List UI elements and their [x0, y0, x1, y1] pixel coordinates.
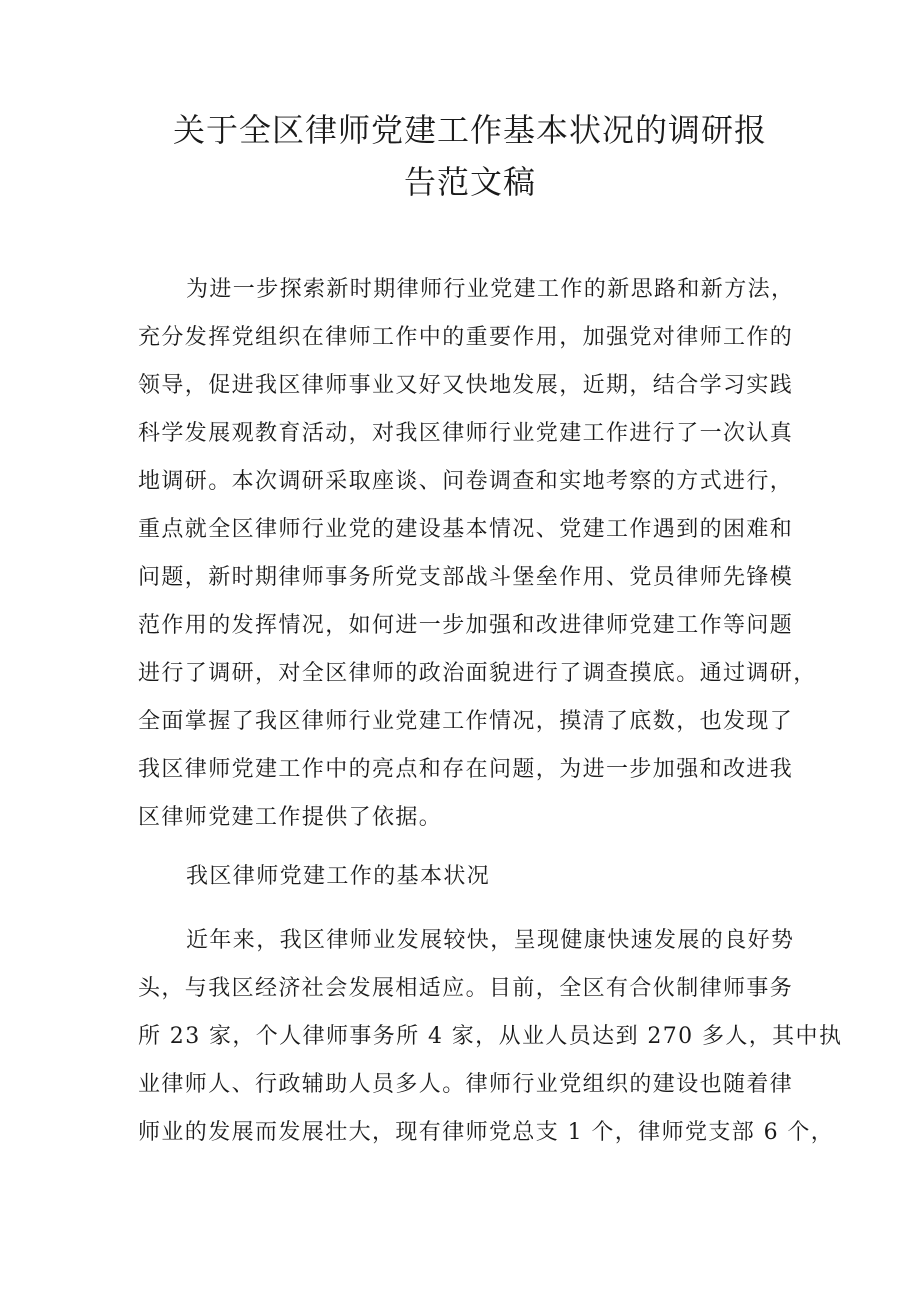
paragraph-line: 师业的发展而发展壮大，现有律师党总支 1 个，律师党支部 6 个， — [138, 1120, 835, 1145]
paragraph-line: 为进一步探索新时期律师行业党建工作的新思路和新方法， — [186, 277, 795, 302]
section-paragraph — [138, 917, 843, 1157]
paragraph-line: 领导，促进我区律师事业又好又快地发展，近期，结合学习实践 — [138, 373, 794, 398]
paragraph-line: 范作用的发挥情况，如何进一步加强和改进律师党建工作等问题 — [138, 613, 794, 638]
section-heading: 我区律师党建工作的基本状况 — [186, 864, 491, 889]
paragraph-line: 问题，新时期律师事务所党支部战斗堡垒作用、党员律师先锋模 — [138, 565, 794, 590]
title-line-1: 关于全区律师党建工作基本状况的调研报 — [172, 111, 767, 149]
paragraph-line: 我区律师党建工作中的亮点和存在问题，为进一步加强和改进我 — [138, 757, 794, 782]
title-line-2: 告范文稿 — [403, 163, 536, 201]
paragraph-line: 地调研。本次调研采取座谈、问卷调查和实地考察的方式进行， — [138, 469, 794, 494]
intro-paragraph — [138, 266, 817, 842]
paragraph-line: 科学发展观教育活动，对我区律师行业党建工作进行了一次认真 — [138, 421, 794, 446]
paragraph-line: 所 23 家，个人律师事务所 4 家，从业人员达到 270 多人，其中执 — [138, 1024, 843, 1049]
paragraph-line: 全面掌握了我区律师行业党建工作情况，摸清了底数，也发现了 — [138, 709, 794, 734]
paragraph-line: 进行了调研，对全区律师的政治面貌进行了调查摸底。通过调研， — [138, 661, 817, 686]
paragraph-line: 重点就全区律师行业党的建设基本情况、党建工作遇到的困难和 — [138, 517, 794, 542]
paragraph-line: 近年来，我区律师业发展较快，呈现健康快速发展的良好势 — [186, 928, 795, 953]
paragraph-line: 头，与我区经济社会发展相适应。目前，全区有合伙制律师事务 — [138, 976, 794, 1001]
paragraph-line: 业律师人、行政辅助人员多人。律师行业党组织的建设也随着律 — [138, 1072, 794, 1097]
paragraph-line: 充分发挥党组织在律师工作中的重要作用，加强党对律师工作的 — [138, 325, 794, 350]
document-title — [140, 104, 800, 208]
paragraph-line: 区律师党建工作提供了依据。 — [138, 805, 443, 830]
